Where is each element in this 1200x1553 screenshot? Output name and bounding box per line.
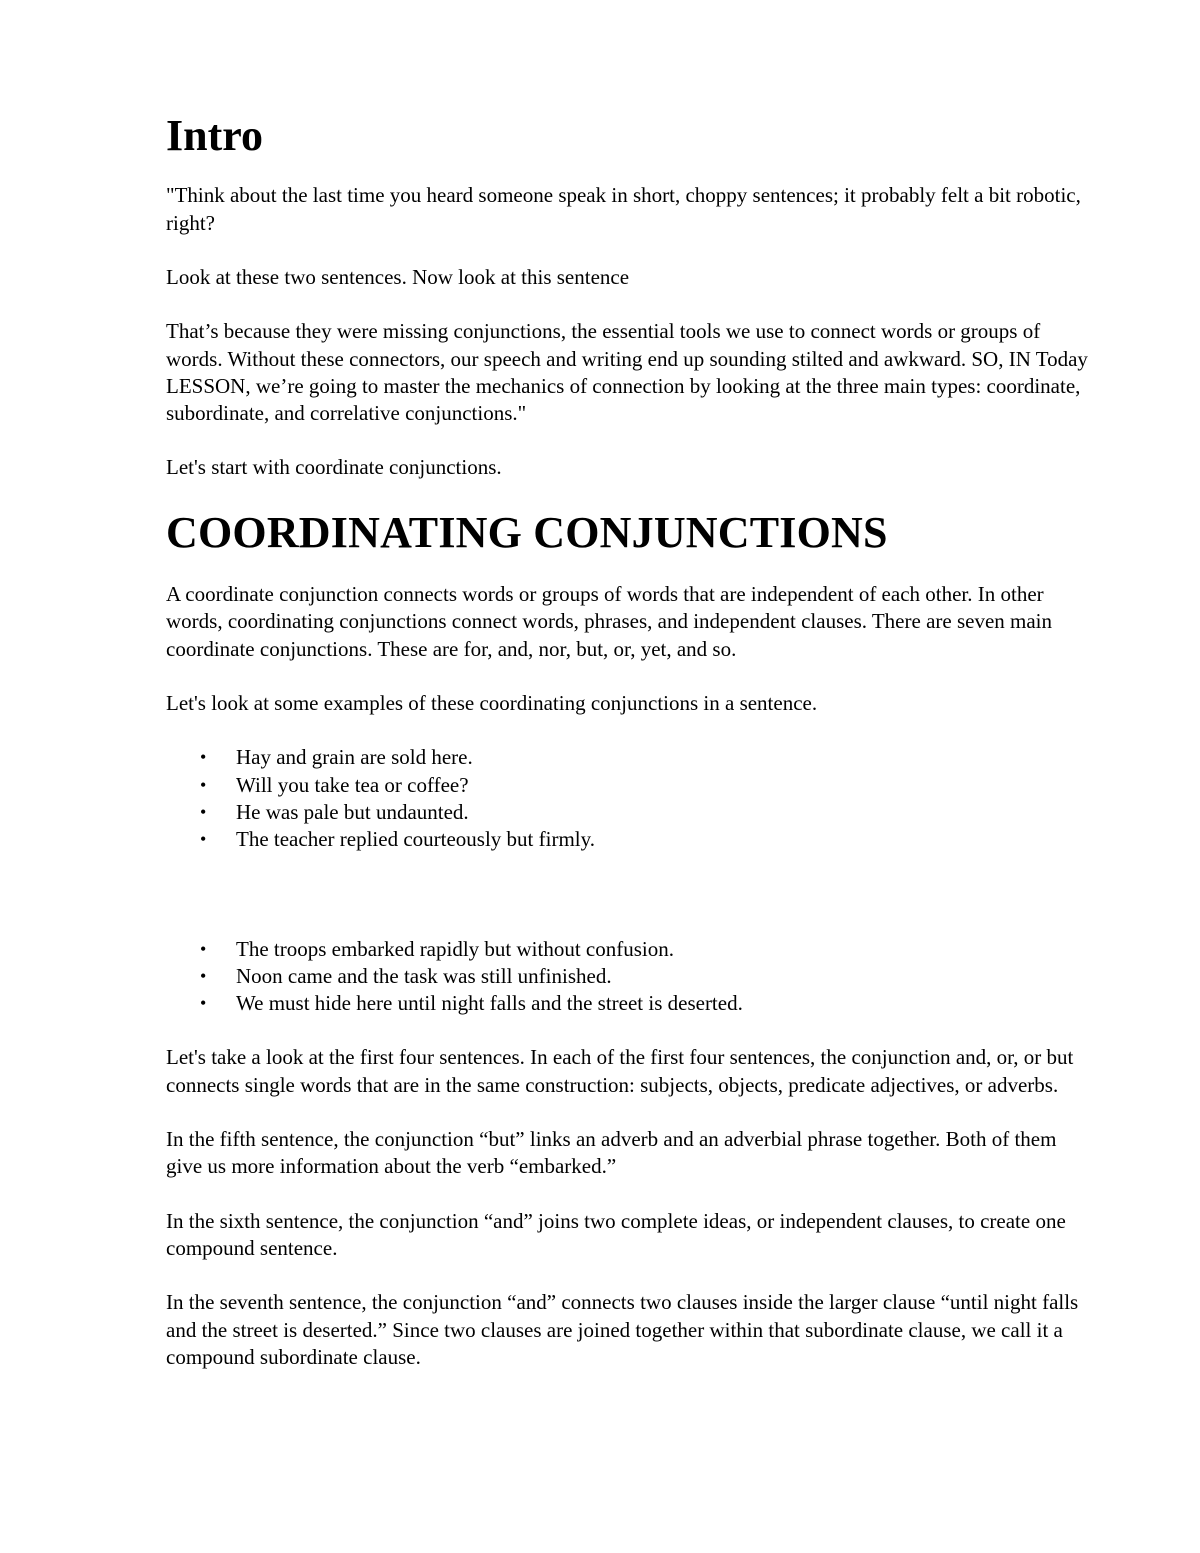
intro-paragraph-2: Look at these two sentences. Now look at this sentence (166, 264, 630, 289)
document-page (166, 112, 1096, 1398)
bullet-icon: • (200, 801, 207, 822)
coordinating-definition: A coordinate conjunction connects words or groups of words that are independent of each other. In other words, coordinating conjunctions connect words, phrases, and independent clauses. There are seven main coordinate conjunctions. These are for, and, nor, but, or, yet, and so. (166, 582, 1053, 661)
intro-paragraph-3: That’s because they were missing conjunctions, the essential tools we use to connect words or groups of words. Without these connectors, our speech and writing end up sounding stilted and awkward. SO, IN Today LESSON, we’re going to master the mechanics of connection by looking at the three main types: coordinate, subordinate, and correlative conjunctions." (166, 319, 1088, 426)
list-item-text: The troops embarked rapidly but without confusion. (236, 936, 674, 961)
list-item (200, 826, 1096, 853)
intro-paragraph-1: "Think about the last time you heard someone speak in short, choppy sentences; it probably felt a bit robotic, right? (166, 183, 1081, 235)
list-item-text: We must hide here until night falls and the street is deserted. (236, 991, 743, 1016)
list-item-text: Noon came and the task was still unfinished. (236, 963, 612, 988)
bullet-icon: • (200, 829, 207, 850)
bullet-icon: • (200, 747, 207, 768)
bullet-icon: • (200, 965, 207, 986)
explanation-paragraph-1: Let's take a look at the first four sentences. In each of the first four sentences, the conjunction and, or, or but connects single words that are in the same construction: subjects, objects, predicate adjectives, or adverbs. (166, 1045, 1074, 1097)
list-item (200, 744, 1096, 771)
list-item (200, 990, 1096, 1017)
list-item-text: The teacher replied courteously but firmly. (236, 827, 595, 852)
list-item (200, 799, 1096, 826)
coordinating-heading: COORDINATING CONJUNCTIONS (166, 507, 888, 557)
bullet-icon: • (200, 774, 207, 795)
bullet-icon: • (200, 938, 207, 959)
intro-heading: Intro (166, 111, 263, 160)
list-item-text: Will you take tea or coffee? (236, 772, 469, 797)
list-item (200, 772, 1096, 799)
explanation-paragraph-3: In the sixth sentence, the conjunction “and” joins two complete ideas, or independent clauses, to create one compound sentence. (166, 1208, 1066, 1260)
list-item-text: He was pale but undaunted. (236, 799, 469, 824)
examples-intro: Let's look at some examples of these coordinating conjunctions in a sentence. (166, 691, 818, 716)
bullet-icon: • (200, 993, 207, 1014)
list-item (200, 936, 1096, 963)
list-item (200, 963, 1096, 990)
examples-list-b (166, 936, 1096, 1018)
explanation-paragraph-4: In the seventh sentence, the conjunction “and” connects two clauses inside the larger clause “until night falls and the street is deserted.” Since two clauses are joined together within that subordinate clause, we call it a compound subordinate clause. (166, 1290, 1079, 1369)
list-item-text: Hay and grain are sold here. (236, 745, 473, 770)
examples-list-a (166, 744, 1096, 853)
explanation-paragraph-2: In the fifth sentence, the conjunction “but” links an adverb and an adverbial phrase together. Both of them give us more information about the verb “embarked.” (166, 1127, 1057, 1179)
intro-paragraph-4: Let's start with coordinate conjunctions. (166, 455, 502, 480)
